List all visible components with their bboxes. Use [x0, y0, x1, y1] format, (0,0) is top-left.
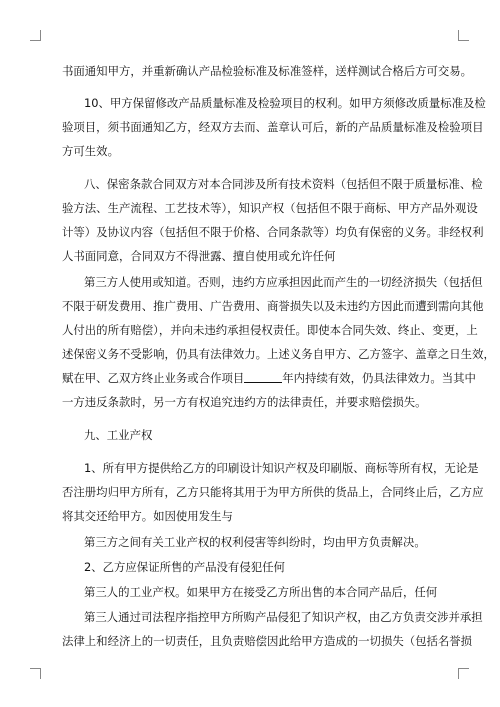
section-heading: 九、工业产权	[84, 428, 153, 442]
text-line: 人付出的所有赔偿），并向未违约承担侵权责任。即使本合同失效、终止、变更，上	[62, 323, 478, 337]
text-line: 述保密义务不受影响，仍具有法律效力。上述义务自甲方、乙方签字、盖章之日生效，	[62, 347, 495, 361]
text-line: 计等）及协议内容（包括但不限于价格、合同条款等）均负有保密的义务。非经权利	[62, 225, 484, 239]
text-line: 验方法、生产流程、工艺技术等），知识产权（包括但不限于商标、甲方产品外观设	[62, 201, 478, 215]
text-line: 人书面同意，合同双方不得泄露、擅自使用或允许任何	[62, 249, 336, 263]
text-before-blank: 赋在甲、乙双方终止业务或合作项目	[62, 371, 245, 385]
text-line: 第三人的工业产权。如果甲方在接受乙方所出售的本合同产品后，任何	[84, 585, 438, 599]
crop-mark-top-right	[458, 30, 469, 41]
text-line: 不限于研发费用、推广费用、广告费用、商誉损失以及未违约方因此而遭到需向其他	[62, 299, 484, 313]
text-line: 方可生效。	[62, 144, 119, 158]
text-line: 1、所有甲方提供给乙方的印刷设计知识产权及印刷版、商标等所有权，无论是	[84, 461, 479, 475]
crop-mark-bottom-left	[30, 668, 41, 679]
text-line: 一方违反条款时，另一方有权追究违约方的法律责任，并要求赔偿损失。	[62, 395, 427, 409]
crop-mark-bottom-right	[458, 668, 469, 679]
text-line: 10、甲方保留修改产品质量标准及检验项目的权利。如甲方须修改质量标准及检	[84, 96, 486, 110]
text-line: 书面通知甲方，并重新确认产品检验标准及标准签样，送样测试合格后方可交易。	[62, 64, 473, 78]
text-line: 否注册均归甲方所有，乙方只能将其用于为甲方所供的货品上，合同终止后，乙方应	[62, 485, 484, 499]
text-line-with-blank	[62, 371, 476, 385]
text-after-blank: 年内持续有效，仍具法律效力。当其中	[282, 371, 476, 385]
text-line: 将其交还给甲方。如因使用发生与	[62, 509, 233, 523]
fill-in-blank	[244, 372, 282, 383]
text-line: 八、保密条款合同双方对本合同涉及所有技术资料（包括但不限于质量标准、检	[84, 177, 483, 191]
text-line: 第三人通过司法程序指控甲方所购产品侵犯了知识产权，由乙方负责交涉并承担	[84, 610, 483, 624]
crop-mark-top-left	[30, 30, 41, 41]
text-line: 2、乙方应保证所售的产品没有侵犯任何	[84, 560, 285, 574]
text-line: 第三方人使用或知道。否则，违约方应承担因此而产生的一切经济损失（包括但	[84, 275, 483, 289]
text-line: 验项目，须书面通知乙方，经双方去而、盖章认可后，新的产品质量标准及检验项目	[62, 120, 484, 134]
text-line: 第三方之间有关工业产权的权利侵害等纠纷时，均由甲方负责解决。	[84, 535, 426, 549]
text-line: 法律上和经济上的一切责任，且负责赔偿因此给甲方造成的一切损失（包括名誉损	[62, 634, 473, 648]
